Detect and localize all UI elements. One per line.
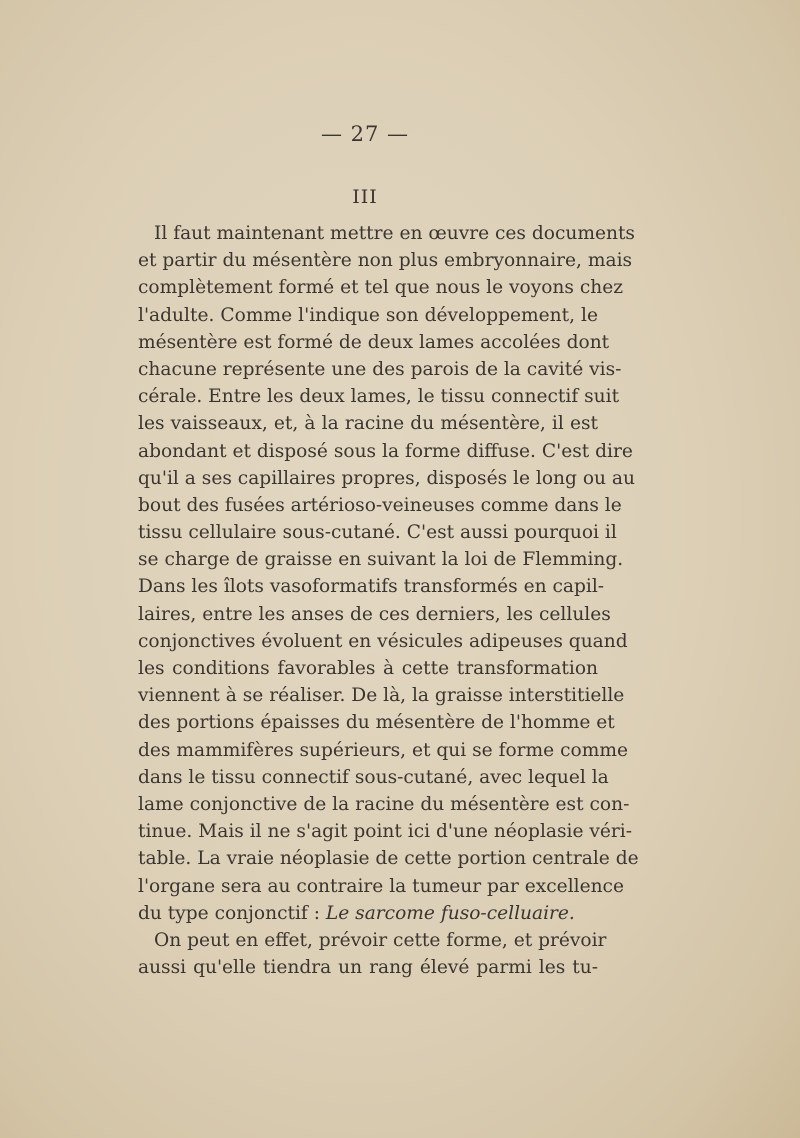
text-line: les conditions favorables à cette transformation bbox=[138, 658, 598, 679]
text-line: On peut en effet, prévoir cette forme, et prévoir bbox=[154, 929, 607, 951]
text-line: des portions épaisses du mésentère de l'homme et bbox=[138, 712, 615, 734]
text-line: des mammifères supérieurs, et qui se forme comme bbox=[138, 739, 628, 761]
text-line: conjonctives évoluent en vésicules adipeuses quand bbox=[138, 630, 628, 652]
text-line: bout des fusées artérioso-veineuses comme dans le bbox=[138, 494, 622, 516]
text-line: laires, entre les anses de ces derniers, les cellules bbox=[138, 603, 611, 625]
text-line: l'adulte. Comme l'indique son développement, le bbox=[138, 304, 598, 326]
page-number: — 27 — bbox=[320, 122, 410, 146]
text-line: Dans les îlots vasoformatifs transformés en capil- bbox=[138, 576, 605, 598]
text-line: cérale. Entre les deux lames, le tissu connectif suit bbox=[138, 386, 620, 408]
text-line: complètement formé et tel que nous le voyons chez bbox=[138, 277, 624, 299]
text-line: lame conjonctive de la racine du mésentère est con- bbox=[138, 793, 630, 815]
text-line bbox=[138, 900, 598, 927]
text-line: table. La vraie néoplasie de cette portion centrale de bbox=[138, 848, 639, 870]
body-paragraph bbox=[138, 220, 639, 981]
text-line: qu'il a ses capillaires propres, disposés le long ou au bbox=[138, 467, 635, 489]
text-line: Il faut maintenant mettre en œuvre ces documents bbox=[154, 223, 635, 244]
text-line: viennent à se réaliser. De là, la graisse interstitielle bbox=[138, 685, 625, 707]
text-line: les vaisseaux, et, à la racine du mésentère, il est bbox=[138, 413, 598, 435]
text-line: aussi qu'elle tiendra un rang élevé parmi les tu- bbox=[138, 957, 598, 979]
text-line: tinue. Mais il ne s'agit point ici d'une néoplasie véri- bbox=[138, 821, 633, 843]
text-line: chacune représente une des parois de la cavité vis- bbox=[138, 358, 622, 380]
text-line: mésentère est formé de deux lames accolées dont bbox=[138, 331, 610, 353]
text-line: abondant et disposé sous la forme diffuse. C'est dire bbox=[138, 440, 633, 462]
text-line-prefix: du type conjonctif : bbox=[138, 902, 326, 924]
text-line: et partir du mésentère non plus embryonnaire, mais bbox=[138, 250, 633, 272]
italic-title: Le sarcome fuso-celluaire. bbox=[325, 902, 575, 924]
section-heading: III bbox=[352, 186, 378, 208]
text-line: tissu cellulaire sous-cutané. C'est aussi pourquoi il bbox=[138, 522, 617, 544]
text-line: l'organe sera au contraire la tumeur par excellence bbox=[138, 875, 624, 897]
text-line: dans le tissu connectif sous-cutané, avec lequel la bbox=[138, 766, 609, 788]
text-line: se charge de graisse en suivant la loi de Flemming. bbox=[138, 549, 624, 571]
